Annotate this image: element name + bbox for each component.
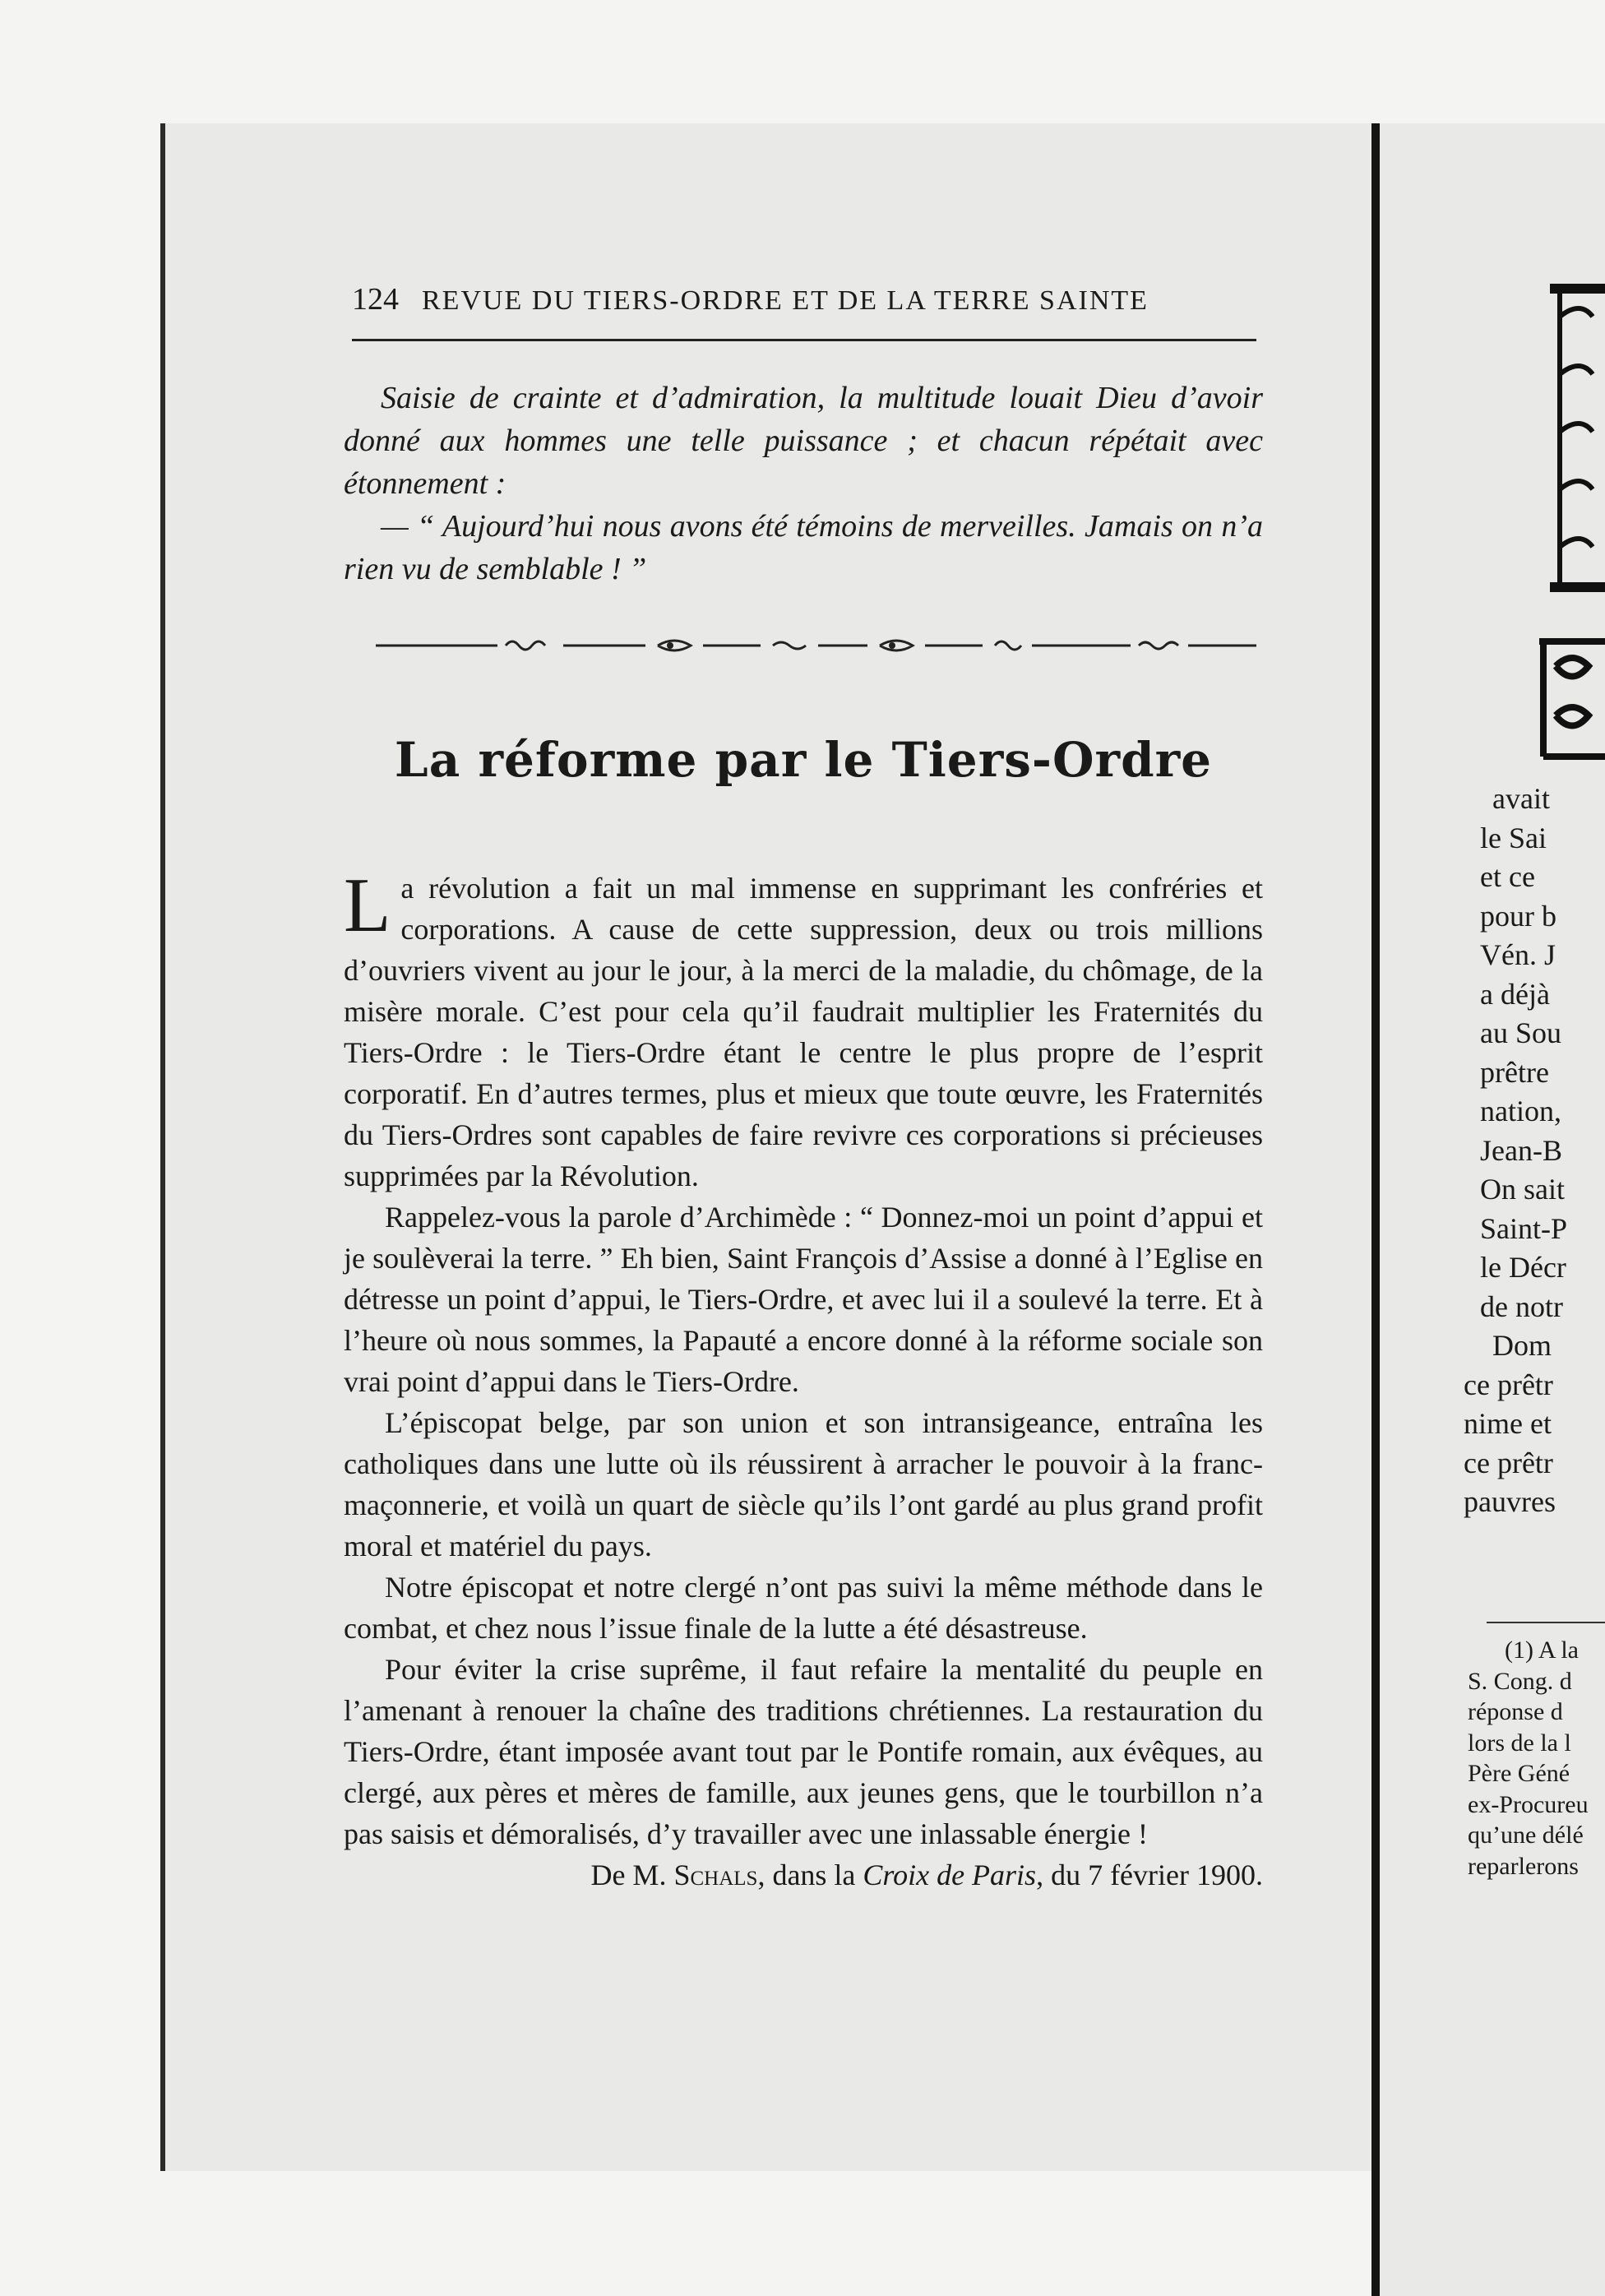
right-page-footnote-line: qu’une délé <box>1468 1822 1584 1849</box>
article-title: La réforme par le Tiers-Ordre <box>394 732 1213 788</box>
right-page-line: Dom <box>1492 1329 1552 1362</box>
quote-paragraph: — “ Aujourd’hui nous avons été témoins de merveilles. Jamais on n’a rien vu de semblable ! ” <box>344 509 1263 586</box>
right-page-line: le Décr <box>1480 1251 1566 1284</box>
right-page-line: au Sou <box>1480 1016 1561 1049</box>
right-page-line: nation, <box>1480 1095 1561 1127</box>
header-rule <box>352 339 1256 341</box>
running-head <box>352 281 1256 317</box>
right-page-footnote-line: reparlerons <box>1468 1852 1579 1880</box>
quote-block <box>344 377 1263 590</box>
right-page-line: ce prêtr <box>1464 1368 1553 1401</box>
right-page-line: avait <box>1492 782 1550 815</box>
drop-cap: L <box>344 863 391 948</box>
footnote-rule <box>1487 1622 1605 1623</box>
right-page-line: Vén. J <box>1480 938 1556 971</box>
quote-paragraph: Saisie de crainte et d’admiration, la multitude louait Dieu d’avoir donné aux hommes une telle puissance ; et chacun répétait avec étonnement : <box>344 381 1263 501</box>
right-page-footnote-line: Père Géné <box>1468 1760 1570 1787</box>
right-page-footnote-line: (1) A la <box>1505 1636 1579 1664</box>
article-body <box>344 863 1263 1896</box>
right-page-line: ce prêtr <box>1464 1446 1553 1479</box>
right-page-footnote-line: réponse d <box>1468 1698 1563 1725</box>
right-page-line: a déjà <box>1480 977 1550 1011</box>
article-paragraph: L’épiscopat belge, par son union et son intransigeance, entraîna les catholiques dans une lutte où ils réussirent à arracher le pouvoir à la franc-maçonnerie, et voilà un quart de siècle qu’ils l’ont gardé au plus grand profit moral et matériel du pays. <box>344 1406 1263 1562</box>
right-page-line: le Sai <box>1480 821 1547 854</box>
right-page-line: de notr <box>1480 1289 1563 1323</box>
right-page-line: pauvres <box>1464 1485 1556 1518</box>
author-name: Schals <box>673 1859 758 1891</box>
source-title: Croix de Paris <box>863 1859 1037 1891</box>
right-page-line: nime et <box>1464 1407 1552 1440</box>
article-paragraph: Pour éviter la crise suprême, il faut refaire la mentalité du peuple en l’amenant à renouer la chaîne des traditions chrétiennes. La restauration du Tiers-Ordre, étant imposée avant tout par le Pontife romain, aux évêques, au clergé, aux pères et mères de famille, aux jeunes gens, que le tourbillon n’a pas saisis et démoralisés, d’y travailler avec une inlassable énergie ! <box>344 1653 1263 1850</box>
right-page-footnote-line: ex-Procureu <box>1468 1790 1589 1818</box>
right-page-line: On sait <box>1480 1173 1565 1206</box>
article-paragraph: Notre épiscopat et notre clergé n’ont pas suivi la même méthode dans le combat, et chez nous l’issue finale de la lutte a été désastreuse. <box>344 1571 1263 1645</box>
right-page-line: et ce <box>1480 860 1535 893</box>
first-paragraph: a révolution a fait un mal immense en supprimant les confréries et corporations. A cause de cette suppression, deux ou trois millions d’ouvriers vivent au jour le jour, à la merci de la maladie, du chômage, de la misère morale. C’est pour cela qu’il faudrait multiplier les Fraternités du Tiers-Ordre : le Tiers-Ordre étant le centre le plus propre de l’esprit corporatif. En d’autres termes, plus et mieux que toute œuvre, les Fraternités du Tiers-Ordres sont capables de faire revivre ces corporations si précieuses supprimées par la Révolution. <box>344 872 1263 1192</box>
running-head-title: REVUE DU TIERS-ORDRE ET DE LA TERRE SAINTE <box>422 285 1149 316</box>
decorated-initial-ornament <box>1531 633 1605 765</box>
right-page-line: Jean-B <box>1480 1133 1562 1167</box>
article-paragraph: Rappelez-vous la parole d’Archimède : “ Donnez-moi un point d’appui et je soulèverai la terre. ” Eh bien, Saint François d’Assise a donné à l’Eglise en détresse un point d’appui, le Tiers-Ordre, et avec lui il a soulevé la terre. Et à l’heure où nous sommes, la Papauté a encore donné à la réforme sociale son vrai point d’appui dans le Tiers-Ordre. <box>344 1201 1263 1398</box>
page-number: 124 <box>352 282 399 317</box>
right-page-line: pour b <box>1480 899 1556 933</box>
article-signature: De M. Schals, dans la Croix de Paris, du 7 février 1900. <box>590 1859 1263 1891</box>
vine-border-ornament <box>1550 284 1605 592</box>
right-page-line: prêtre <box>1480 1055 1549 1089</box>
right-page-footnote-line: lors de la l <box>1468 1729 1571 1757</box>
ornamental-divider <box>374 633 1258 658</box>
right-page-footnote-line: S. Cong. d <box>1468 1667 1572 1695</box>
right-page-line: Saint-P <box>1480 1211 1568 1245</box>
